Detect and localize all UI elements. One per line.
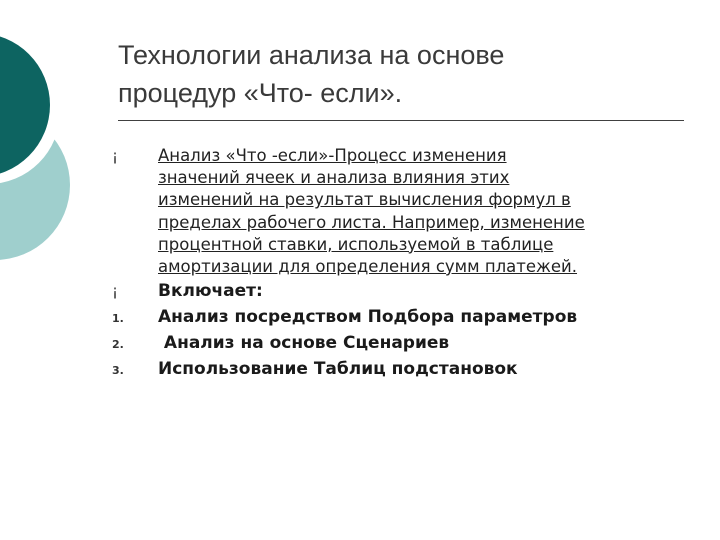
title-divider	[118, 120, 684, 121]
definition-line: амортизации для определения сумм платежей.	[158, 257, 578, 277]
slide-title	[118, 36, 698, 112]
content-list	[112, 145, 677, 382]
corner-decoration	[0, 0, 120, 300]
circle-bullet-icon: ¡	[112, 147, 119, 165]
item-number: 3.	[112, 364, 124, 378]
list-item-includes	[112, 278, 677, 304]
numbered-item-text: Использование Таблиц подстановок	[158, 359, 518, 380]
numbered-item	[112, 304, 677, 330]
circle-bullet-icon: ¡	[112, 282, 119, 301]
numbered-item	[112, 356, 677, 382]
item-number: 1.	[112, 312, 124, 326]
definition-line: значений ячеек и анализа влияния этих	[158, 168, 510, 188]
definition-line: процентной ставки, используемой в таблице	[158, 234, 554, 254]
item-number: 2.	[112, 338, 124, 352]
numbered-item-text: Анализ посредством Подбора параметров	[158, 307, 578, 328]
definition-line: изменений на результат вычисления формул в	[158, 190, 571, 210]
definition-line: пределах рабочего листа. Например, изменение	[158, 212, 585, 232]
title-line-1: Технологии анализа на основе	[118, 40, 505, 70]
numbered-item	[112, 330, 677, 356]
definition-line: Анализ «Что -если»-Процесс изменения	[158, 146, 507, 165]
numbered-item-text: Анализ на основе Сценариев	[158, 333, 450, 354]
includes-label: Включает:	[158, 281, 263, 302]
list-item-definition	[112, 145, 677, 278]
title-line-2: процедур «Что- если».	[118, 78, 403, 108]
